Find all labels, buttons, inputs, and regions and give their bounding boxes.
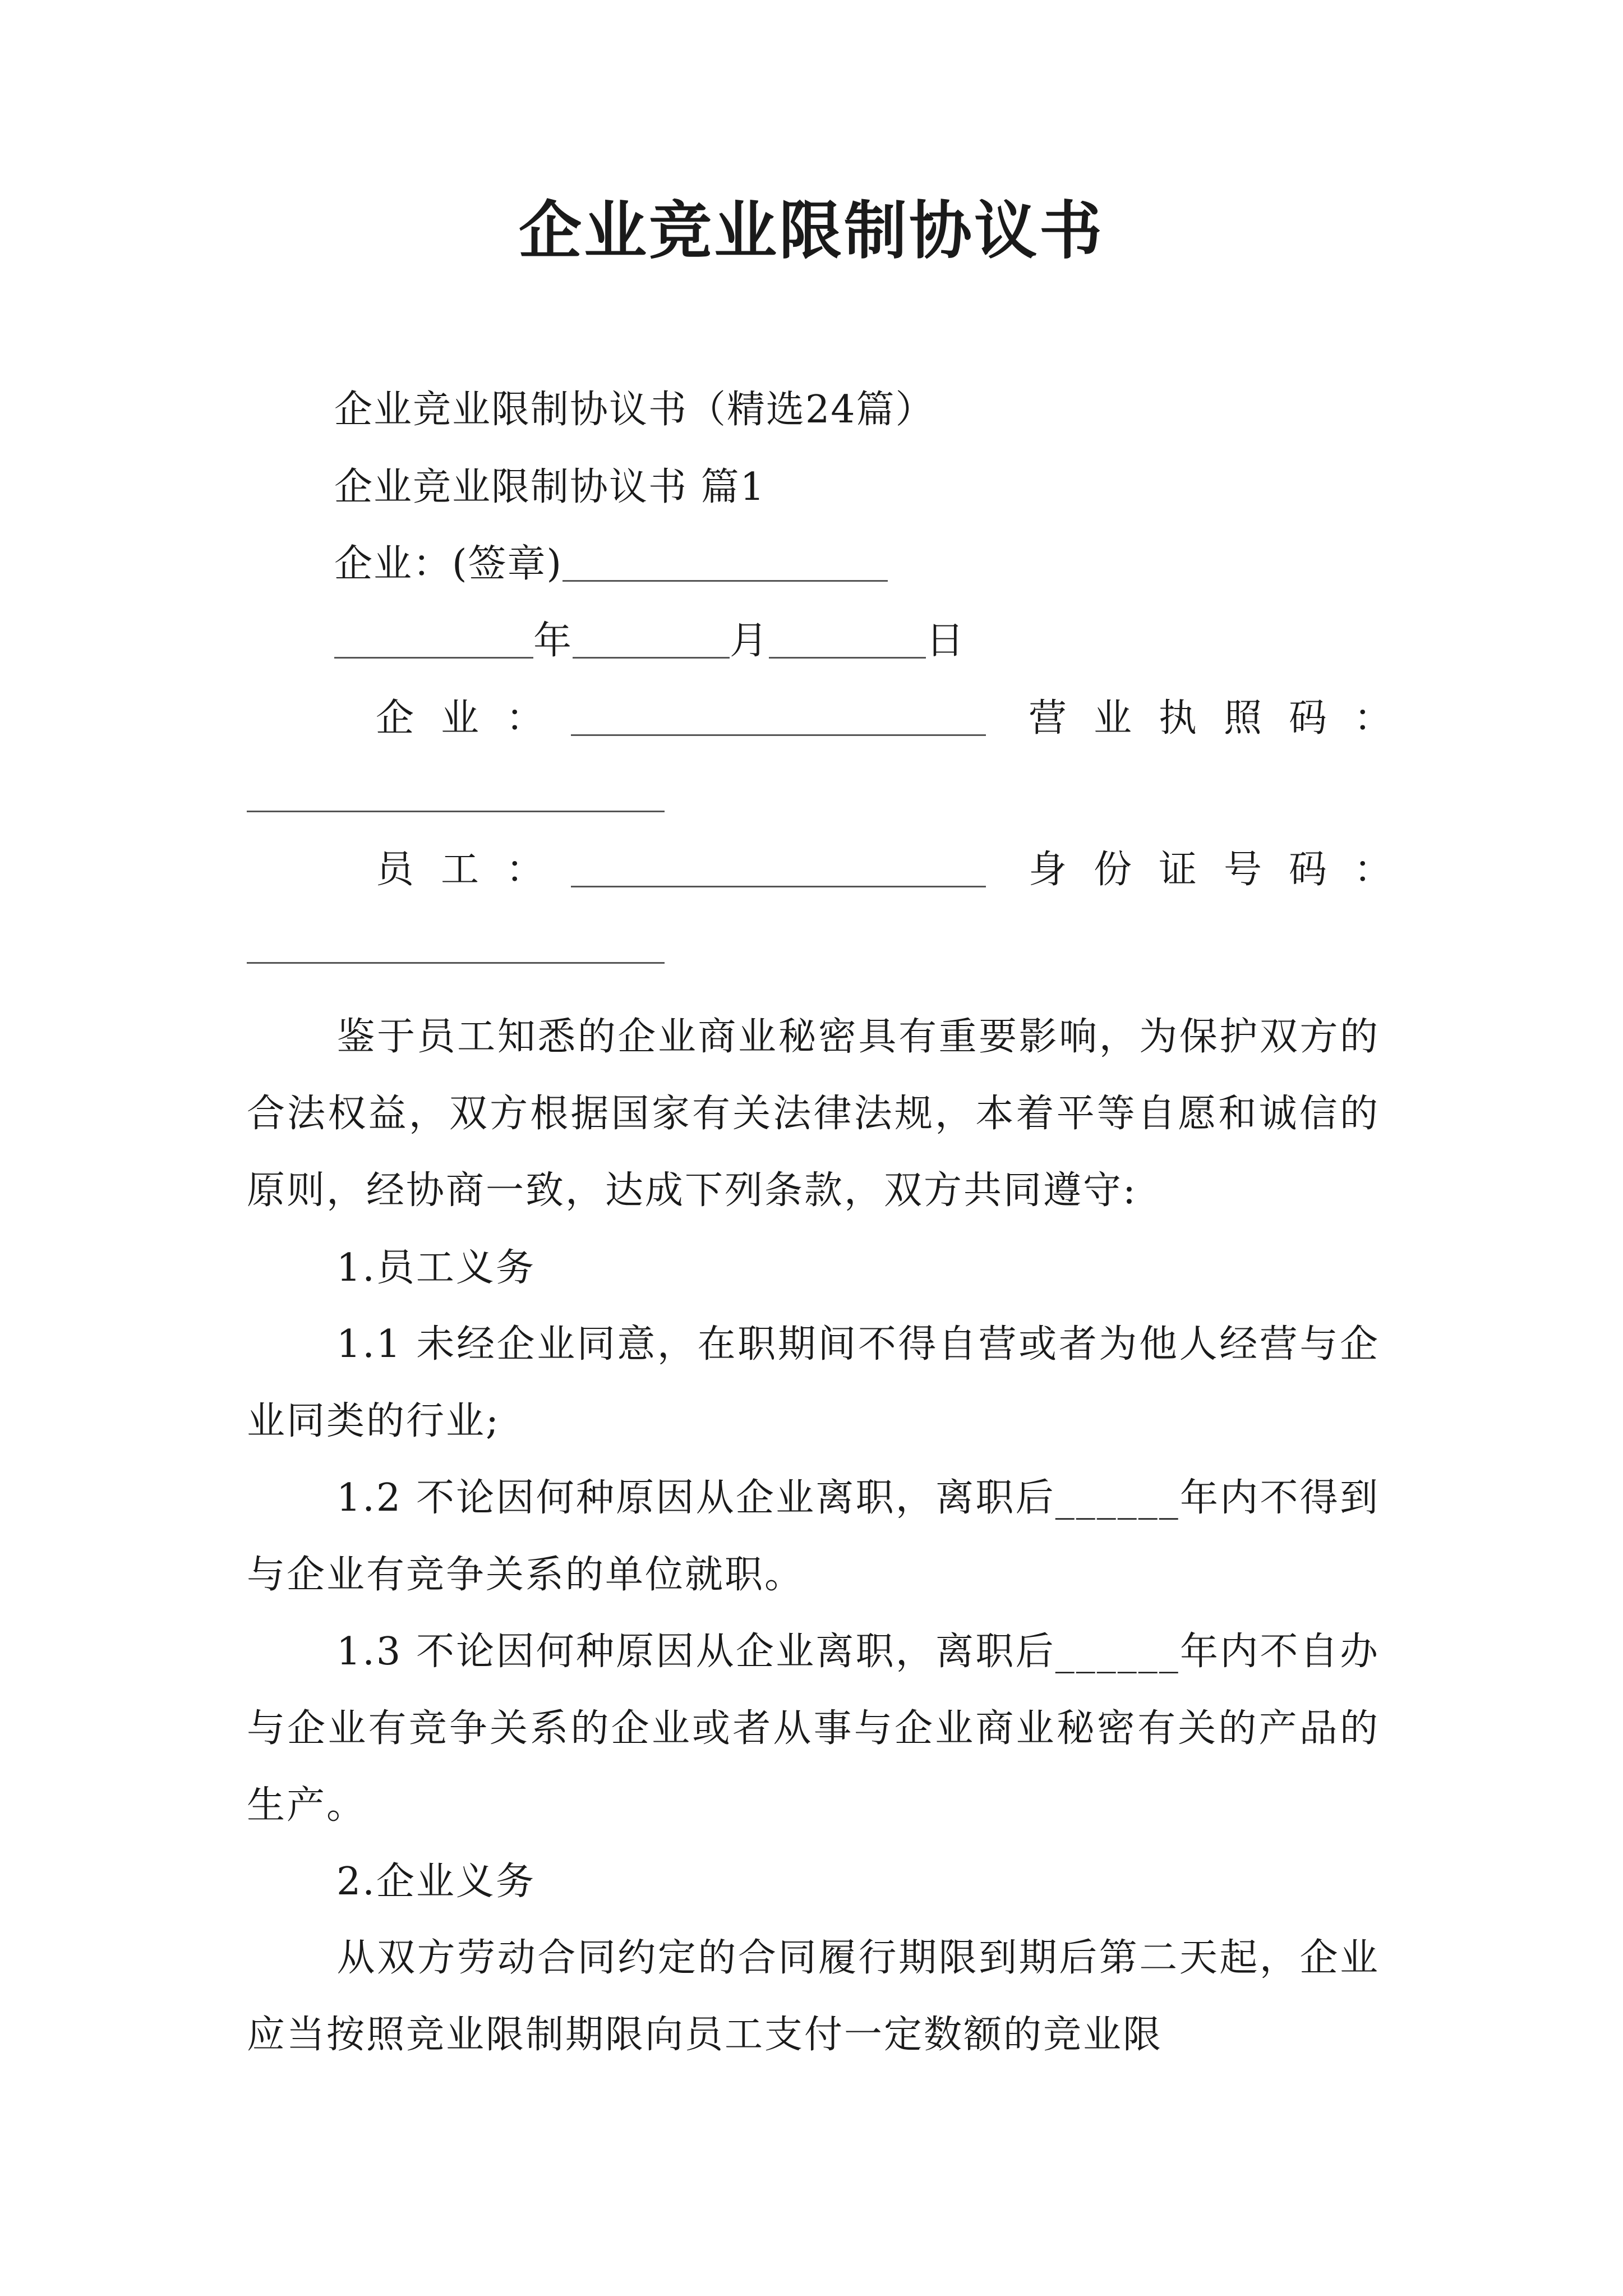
employee-label: 员工： (376, 848, 571, 892)
company-label: 企业： (376, 696, 571, 740)
paragraph-text: 2.企业义务 (336, 1860, 536, 1904)
paragraph-1-3 (247, 1613, 1380, 1844)
date-day-label: 日 (926, 619, 966, 663)
date-month-label: 月 (730, 619, 769, 663)
paragraph-1-2 (247, 1460, 1380, 1613)
paragraph-company-duty (247, 1843, 1380, 1920)
company-blank[interactable] (571, 700, 986, 736)
paragraph-1-1 (247, 1306, 1380, 1460)
employee-blank[interactable] (571, 851, 986, 887)
id-row (247, 923, 665, 969)
paragraph-text: 1.1 未经企业同意，在职期间不得自营或者为他人经营与企业同类的行业; (247, 1322, 1380, 1443)
seal-label: 企业：(签章) (334, 542, 563, 586)
license-row (247, 772, 665, 818)
company-row (376, 696, 1419, 742)
paragraph-text: 1.员工义务 (336, 1246, 536, 1290)
paragraph-text: 1.3 不论因何种原因从企业离职，离职后______年内不自办与企业有竞争关系的企业或者从事与企业商业秘密有关的产品的生产。 (247, 1630, 1380, 1828)
section-heading: 企业竞业限制协议书 篇1 (334, 465, 766, 509)
seal-line (334, 541, 888, 587)
license-blank[interactable] (247, 776, 665, 812)
paragraph-text: 1.2 不论因何种原因从企业离职，离职后______年内不得到与企业有竞争关系的单位就职。 (247, 1476, 1380, 1597)
seal-blank[interactable] (562, 545, 888, 582)
date-line (334, 618, 965, 664)
id-label: 身份证号码： (1029, 848, 1419, 892)
id-blank[interactable] (247, 927, 665, 964)
document-subtitle: 企业竞业限制协议书（精选24篇） (334, 388, 935, 432)
paragraph-employee-duty (247, 1230, 1380, 1306)
month-blank[interactable] (573, 622, 730, 659)
employee-row (376, 847, 1419, 893)
paragraph-compensation (247, 1920, 1380, 2073)
year-blank[interactable] (334, 622, 533, 659)
date-year-label: 年 (533, 619, 573, 663)
document-title: 企业竞业限制协议书 (519, 194, 1104, 268)
paragraph-text: 鉴于员工知悉的企业商业秘密具有重要影响，为保护双方的合法权益，双方根据国家有关法律法规，本着平等自愿和诚信的原则，经协商一致，达成下列条款，双方共同遵守: (247, 1015, 1380, 1213)
license-label: 营业执照码： (1029, 696, 1419, 740)
day-blank[interactable] (769, 622, 926, 659)
paragraph-preamble (247, 999, 1380, 1229)
paragraph-text: 从双方劳动合同约定的合同履行期限到期后第二天起，企业应当按照竞业限制期限向员工支付一定数额的竞业限 (247, 1936, 1380, 2057)
